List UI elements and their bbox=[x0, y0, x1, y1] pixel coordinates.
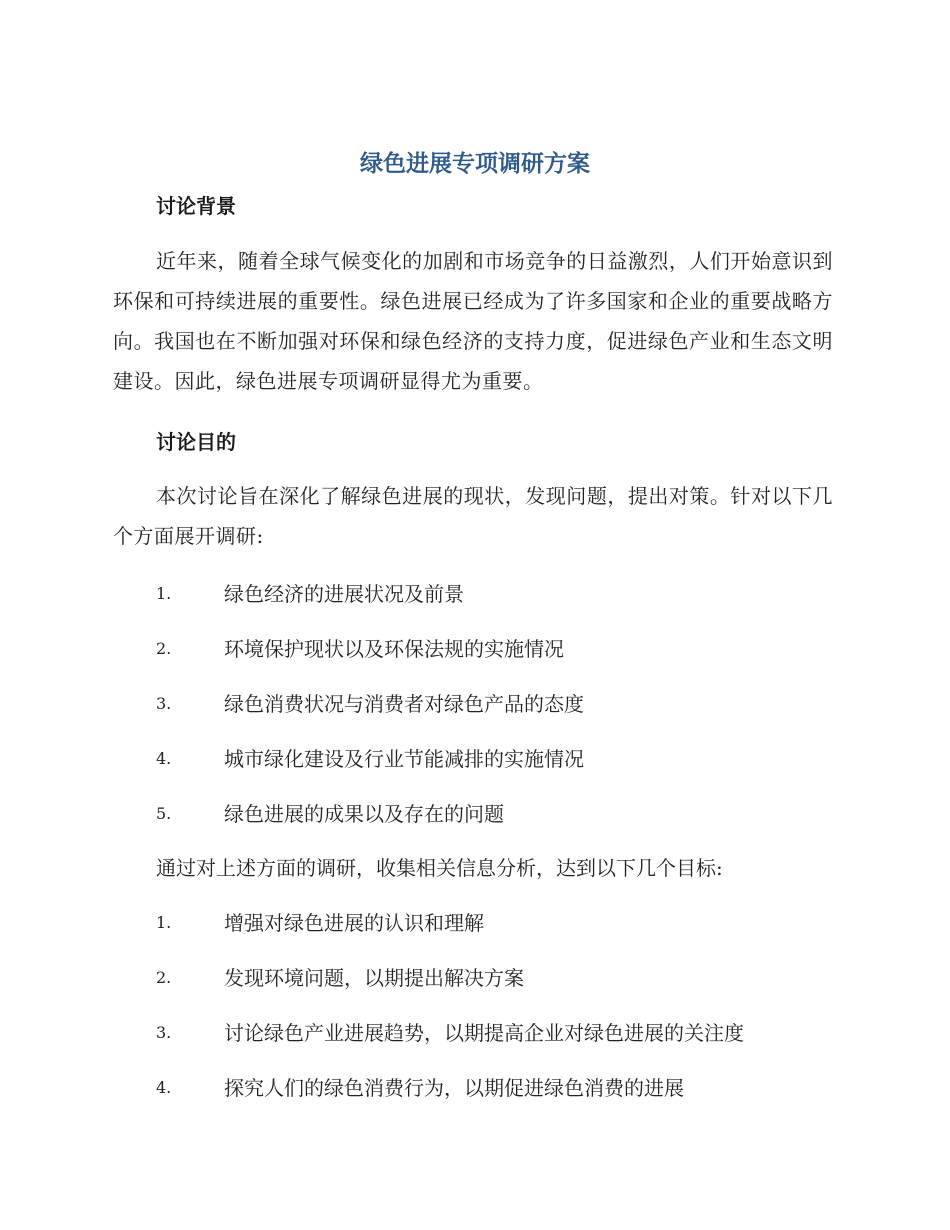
transition-paragraph: 通过对上述方面的调研，收集相关信息分析，达到以下几个目标: bbox=[156, 856, 723, 880]
list-item-number: 3. bbox=[156, 694, 172, 713]
background-paragraph: 近年来，随着全球气候变化的加剧和市场竞争的日益激烈，人们开始意识到环保和可持续进展的重要性。绿色进展已经成为了许多国家和企业的重要战略方向。我国也在不断加强对环保和绿色经济的支持力度，促进绿色产业和生态文明建设。因此，绿色进展专项调研显得尤为重要。 bbox=[113, 249, 833, 393]
list-item-number: 2. bbox=[156, 968, 172, 987]
list-item bbox=[156, 908, 856, 938]
list-item-text: 绿色经济的进展状况及前景 bbox=[224, 582, 464, 606]
list-item-text: 增强对绿色进展的认识和理解 bbox=[224, 911, 484, 935]
list-item bbox=[156, 799, 856, 829]
list-item bbox=[156, 634, 856, 664]
list-item-number: 4. bbox=[156, 1078, 172, 1097]
list-item-number: 4. bbox=[156, 749, 172, 768]
list-item-text: 绿色消费状况与消费者对绿色产品的态度 bbox=[224, 692, 584, 716]
list-item bbox=[156, 689, 856, 719]
section-heading-purpose: 讨论目的 bbox=[156, 430, 236, 454]
list-item-number: 2. bbox=[156, 639, 172, 658]
section-heading-background: 讨论背景 bbox=[156, 194, 236, 218]
list-item-text: 环境保护现状以及环保法规的实施情况 bbox=[224, 637, 564, 661]
list-item-number: 1. bbox=[156, 913, 172, 932]
list-item-number: 1. bbox=[156, 584, 172, 603]
list-item-text: 探究人们的绿色消费行为，以期促进绿色消费的进展 bbox=[224, 1076, 684, 1100]
list-item bbox=[156, 1018, 856, 1048]
list-item-number: 3. bbox=[156, 1023, 172, 1042]
list-item bbox=[156, 744, 856, 774]
list-item bbox=[156, 963, 856, 993]
document-title: 绿色进展专项调研方案 bbox=[360, 151, 590, 177]
list-item-text: 讨论绿色产业进展趋势，以期提高企业对绿色进展的关注度 bbox=[224, 1021, 744, 1045]
list-item-text: 绿色进展的成果以及存在的问题 bbox=[224, 802, 504, 826]
list-item bbox=[156, 1073, 856, 1103]
list-item-text: 发现环境问题，以期提出解决方案 bbox=[224, 966, 524, 990]
list-item bbox=[156, 579, 856, 609]
list-item-number: 5. bbox=[156, 804, 172, 823]
list-item-text: 城市绿化建设及行业节能减排的实施情况 bbox=[224, 747, 584, 771]
purpose-paragraph: 本次讨论旨在深化了解绿色进展的现状，发现问题，提出对策。针对以下几个方面展开调研: bbox=[113, 484, 833, 548]
